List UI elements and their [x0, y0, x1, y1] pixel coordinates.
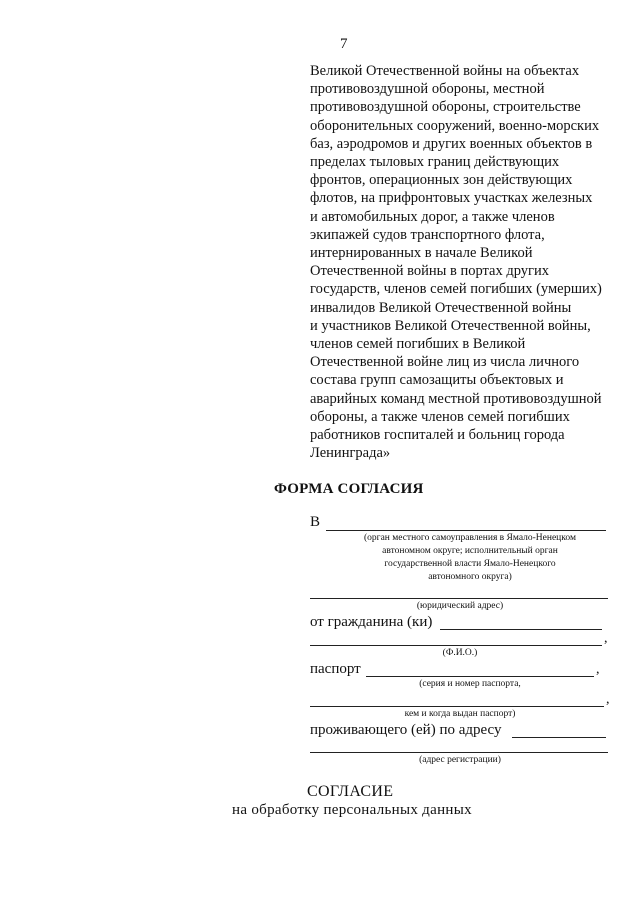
body-line: баз, аэродромов и других военных объектов в: [310, 135, 593, 152]
body-line: флотов, на прифронтовых участках железных: [310, 190, 593, 207]
address-field-line-2[interactable]: [310, 752, 608, 753]
body-line: и участников Великой Отечественной войны,: [310, 317, 591, 334]
body-line: Отечественной войны в портах других: [310, 263, 549, 280]
body-line: противовоздушной обороны, местной: [310, 81, 545, 98]
body-line: обороны, а также членов семей погибших: [310, 408, 570, 425]
comma: ,: [596, 662, 600, 677]
organ-caption-line: (орган местного самоуправления в Ямало-Ненецком: [364, 533, 576, 543]
organ-caption: [330, 532, 610, 584]
body-line: Отечественной войне лиц из числа личного: [310, 354, 580, 371]
fio-caption: (Ф.И.О.): [442, 648, 478, 658]
passport-label: паспорт: [310, 661, 361, 677]
body-paragraph: [310, 62, 610, 462]
registration-caption: (адрес регистрации): [419, 755, 501, 765]
body-line: и автомобильных дорог, а также членов: [310, 208, 555, 225]
address-field-line[interactable]: [512, 737, 606, 738]
residing-label: проживающего (ей) по адресу: [310, 722, 502, 738]
comma: ,: [604, 631, 608, 646]
body-line: оборонительных сооружений, военно-морских: [310, 117, 600, 134]
body-line: членов семей погибших в Великой: [310, 336, 526, 353]
legal-address-field-line[interactable]: [310, 598, 608, 599]
comma: ,: [606, 692, 610, 707]
body-line: экипажей судов транспортного флота,: [310, 226, 545, 243]
page-number: 7: [340, 36, 348, 52]
citizen-field-line[interactable]: [440, 629, 602, 630]
body-line: интернированных в начале Великой: [310, 245, 533, 262]
organ-caption-line: автономного округа): [428, 572, 512, 582]
citizen-name-field-line[interactable]: [310, 645, 602, 646]
consent-title: СОГЛАСИЕ: [307, 783, 394, 800]
consent-subtitle: на обработку персональных данных: [232, 802, 472, 818]
body-line: инвалидов Великой Отечественной войны: [310, 299, 572, 316]
passport-caption: (серия и номер паспорта,: [419, 679, 521, 689]
body-line: фронтов, операционных зон действующих: [310, 172, 573, 189]
organ-caption-line: автономном округе; исполнительный орган: [382, 546, 558, 556]
legal-address-caption: (юридический адрес): [416, 601, 504, 611]
organ-field-line[interactable]: [326, 530, 606, 531]
body-line: государств, членов семей погибших (умерших): [310, 281, 602, 298]
body-line: Великой Отечественной войны на объектах: [310, 63, 580, 79]
body-line: Ленинграда»: [310, 445, 391, 462]
body-line: состава групп самозащиты объектовых и: [310, 372, 564, 389]
passport-field-line[interactable]: [366, 676, 594, 677]
body-line: пределах тыловых границ действующих: [310, 154, 560, 171]
form-title: ФОРМА СОГЛАСИЯ: [274, 481, 424, 497]
body-line: работников госпиталей и больниц города: [310, 427, 565, 444]
passport-issued-field-line[interactable]: [310, 706, 604, 707]
body-line: аварийных команд местной противовоздушной: [310, 390, 602, 407]
body-line: противовоздушной обороны, строительстве: [310, 99, 581, 116]
to-label: В: [310, 514, 321, 530]
issued-caption: кем и когда выдан паспорт): [404, 709, 516, 719]
from-label: от гражданина (ки): [310, 614, 433, 630]
organ-caption-line: государственной власти Ямало-Ненецкого: [384, 559, 556, 569]
